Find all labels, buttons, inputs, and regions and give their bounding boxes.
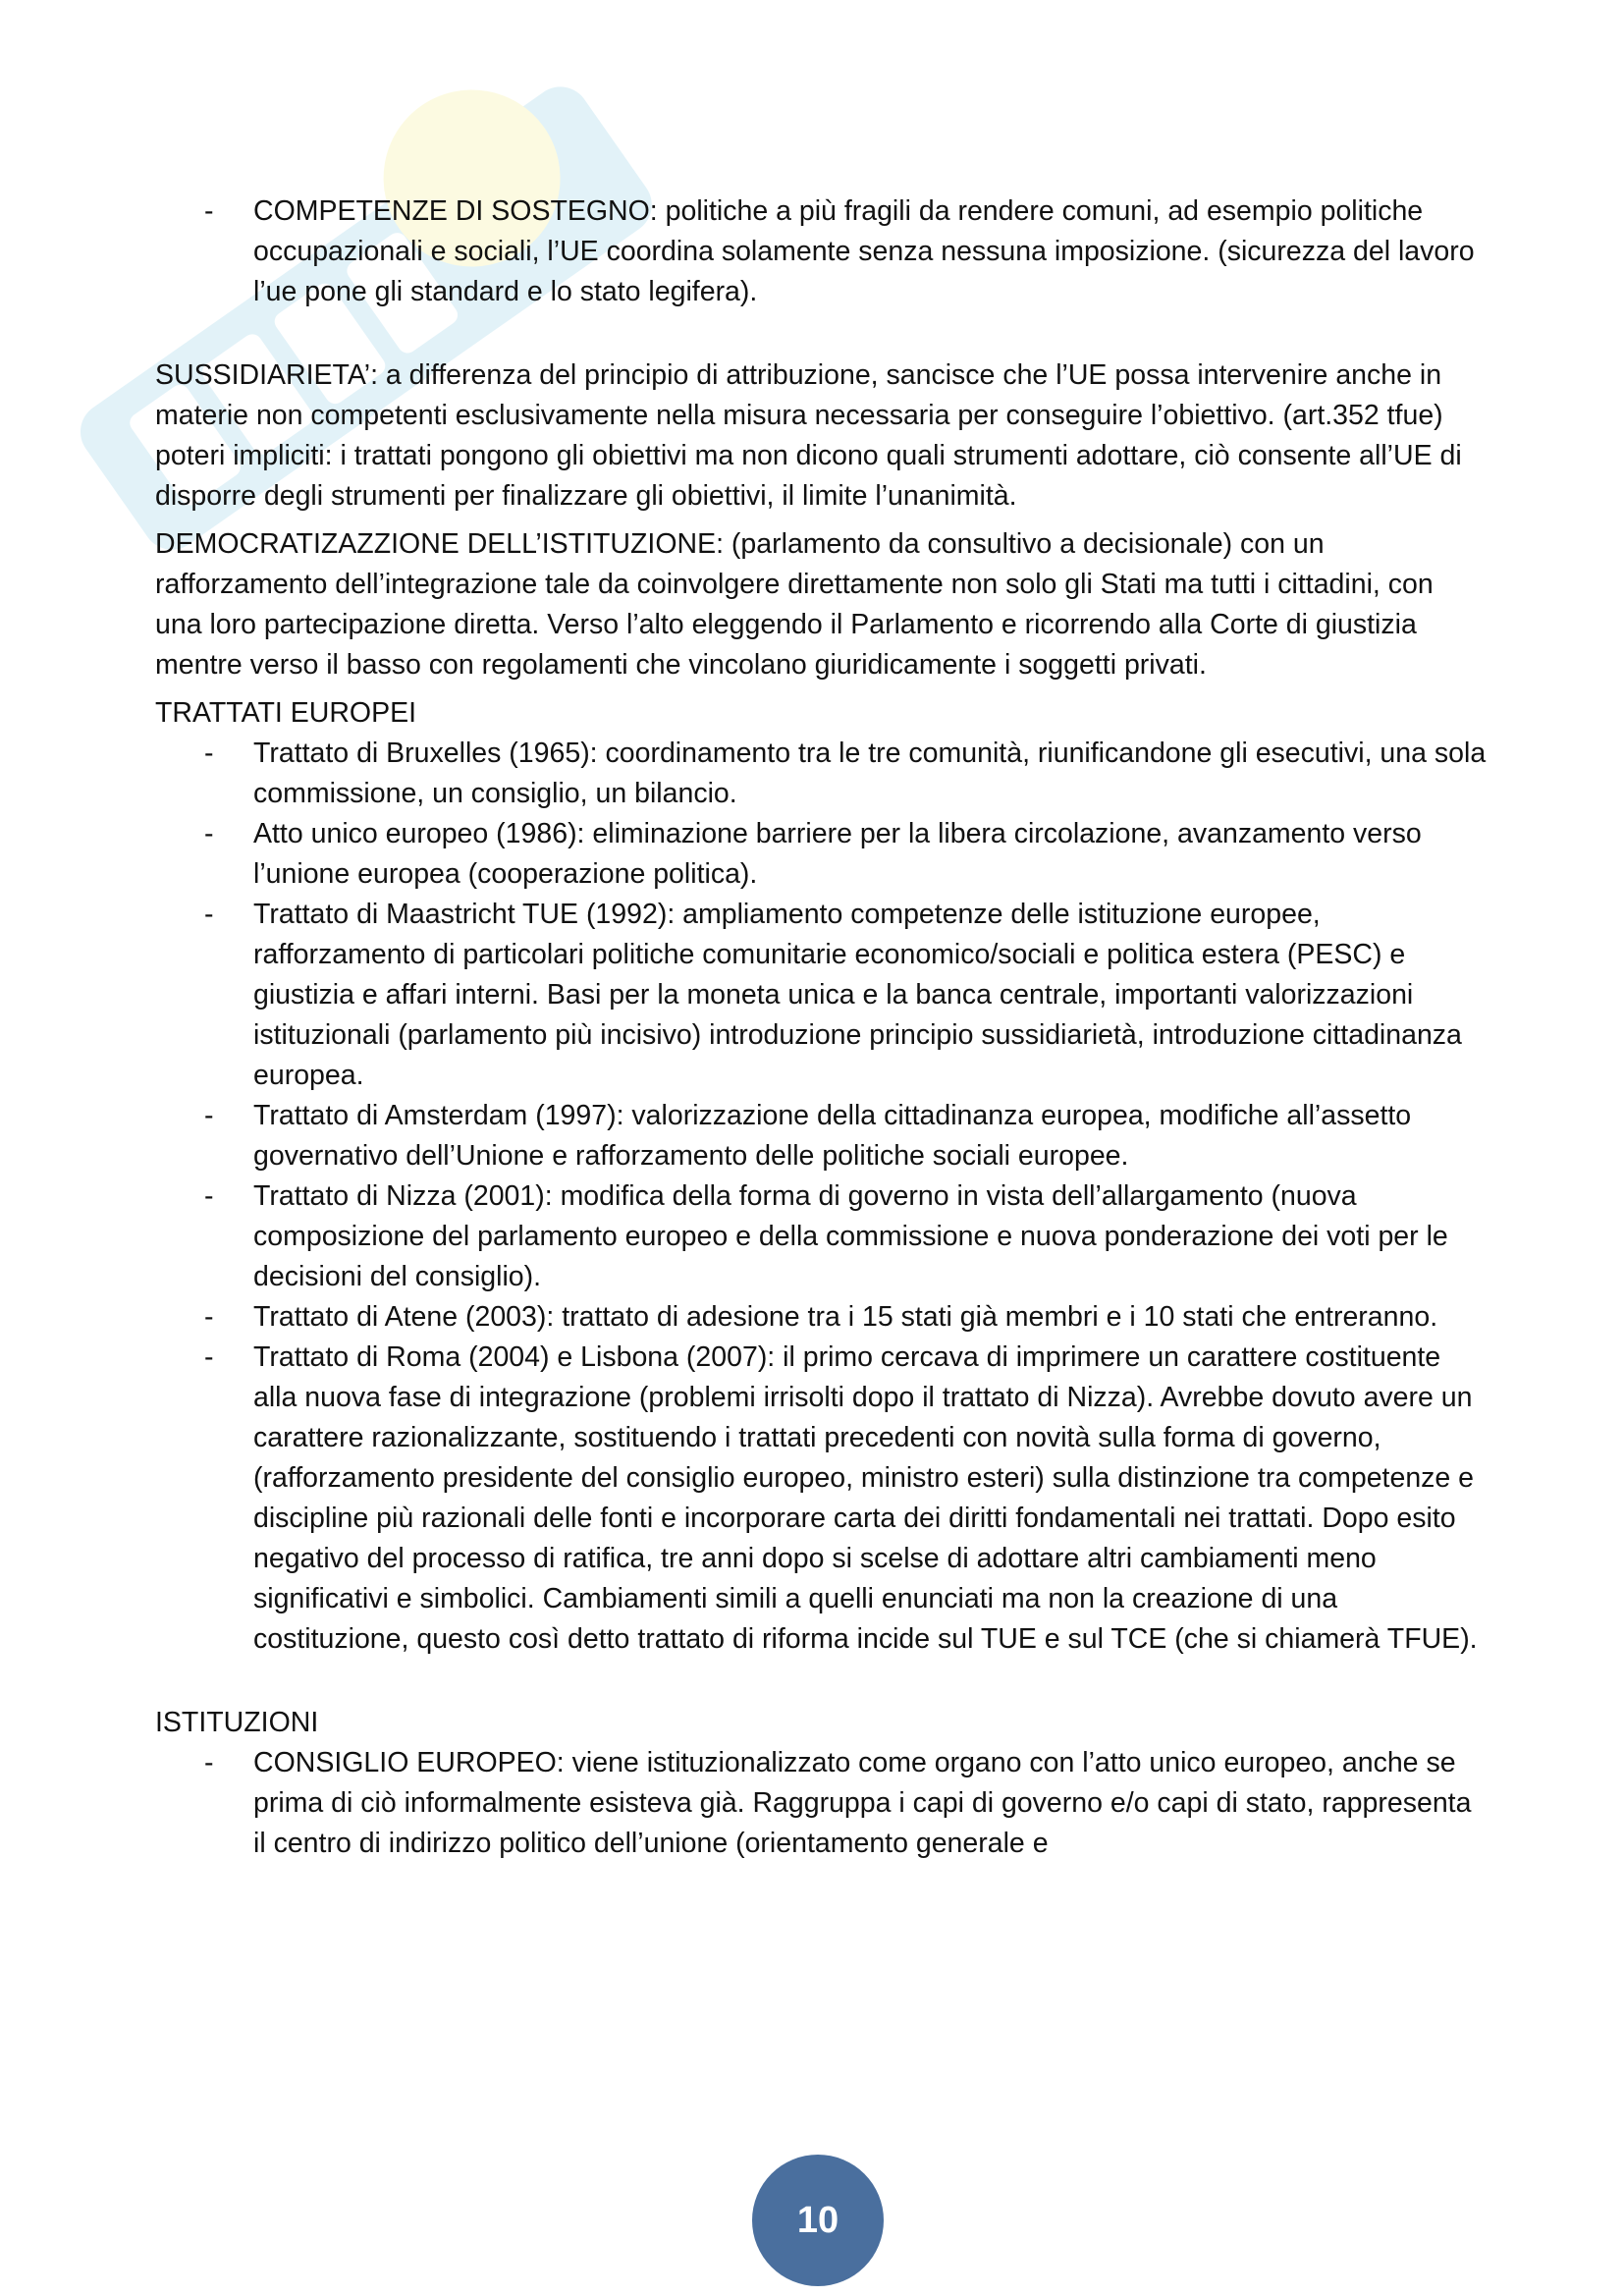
heading-trattati-europei: TRATTATI EUROPEI (155, 697, 417, 729)
document-body (155, 191, 1487, 1864)
list-item (155, 191, 1487, 312)
list-item (155, 1338, 1487, 1660)
trattato-roma-lisbona: Trattato di Roma (2004) e Lisbona (2007): il primo cercava di imprimere un carattere costituente alla nuova fase di integrazione (problemi irrisolti dopo il trattato di Nizza). Avrebbe dovuto avere un carattere razionalizzante, sostituendo i trattati precedenti con novità sulla forma di governo, (rafforzamento presidente del consiglio europeo, ministro esteri) sulla distinzione tra competenze e discipline più razionali delle fonti e incorporare carta dei diritti fondamentali nei trattati. Dopo esito negativo del processo di ratifica, tre anni dopo si scelse di adottare altri cambiamenti meno significativi e simbolici. Cambiamenti simili a quelli enunciati ma non la creazione di una costituzione, questo così detto trattato di riforma incide sul TUE e sul TCE (che si chiamerà TFUE). (253, 1341, 1478, 1655)
trattato-atene: Trattato di Atene (2003): trattato di adesione tra i 15 stati già membri e i 10 stati che entreranno. (253, 1301, 1438, 1333)
bullet-dash: - (204, 1341, 214, 1373)
trattato-maastricht: Trattato di Maastricht TUE (1992): ampliamento competenze delle istituzione europee, rafforzamento di particolari politiche comunitarie economico/sociali e politica estera (PESC) e giustizia e affari interni. Basi per la moneta unica e la banca centrale, importanti valorizzazioni istituzionali (parlamento più incisivo) introduzione principio sussidiarietà, introduzione cittadinanza europea. (253, 899, 1462, 1091)
trattato-bruxelles: Trattato di Bruxelles (1965): coordinamento tra le tre comunità, riunificandone gli esecutivi, una sola commissione, un consiglio, un bilancio. (253, 738, 1487, 809)
trattato-amsterdam: Trattato di Amsterdam (1997): valorizzazione della cittadinanza europea, modifiche all’assetto governativo dell’Unione e rafforzamento delle politiche sociali europee. (253, 1100, 1412, 1172)
list-item (155, 814, 1487, 895)
consiglio-europeo: CONSIGLIO EUROPEO: viene istituzionalizzato come organo con l’atto unico europeo, anche se prima di ciò informalmente esisteva già. Raggruppa i capi di governo e/o capi di stato, rappresenta il centro di indirizzo politico dell’unione (orientamento generale e (253, 1747, 1472, 1859)
bullet-dash: - (204, 818, 214, 849)
list-item (155, 895, 1487, 1096)
bullet-dash: - (204, 1100, 214, 1131)
trattato-nizza: Trattato di Nizza (2001): modifica della forma di governo in vista dell’allargamento (nuova composizione del parlamento europeo e della commissione e nuova ponderazione dei voti per le decisioni del consiglio). (253, 1180, 1448, 1292)
heading-istituzioni: ISTITUZIONI (155, 1707, 319, 1738)
democratizzazione-paragraph: DEMOCRATIZAZZIONE DELL’ISTITUZIONE: (parlamento da consultivo a decisionale) con un rafforzamento dell’integrazione tale da coinvolgere direttamente non solo gli Stati ma tutti i cittadini, con una loro partecipazione diretta. Verso l’alto eleggendo il Parlamento e ricorrendo alla Corte di giustizia mentre verso il basso con regolamenti che vincolano giuridicamente i soggetti privati. (155, 528, 1434, 681)
page-number-badge: 10 (752, 2155, 884, 2286)
atto-unico-europeo: Atto unico europeo (1986): eliminazione barriere per la libera circolazione, avanzamento verso l’unione europea (cooperazione politica). (253, 818, 1422, 890)
competenze-sostegno: COMPETENZE DI SOSTEGNO: politiche a più fragili da rendere comuni, ad esempio politiche occupazionali e sociali, l’UE coordina solamente senza nessuna imposizione. (sicurezza del lavoro l’ue pone gli standard e lo stato legifera). (253, 195, 1475, 307)
list-item (155, 1297, 1487, 1338)
bullet-dash: - (204, 738, 214, 769)
bullet-dash: - (204, 1301, 214, 1333)
list-item (155, 1743, 1487, 1864)
bullet-dash: - (204, 1180, 214, 1212)
list-item (155, 1096, 1487, 1176)
bullet-dash: - (204, 195, 214, 227)
bullet-dash: - (204, 899, 214, 930)
sussidiarieta-paragraph: SUSSIDIARIETA’: a differenza del principio di attribuzione, sancisce che l’UE possa intervenire anche in materie non competenti esclusivamente nella misura necessaria per conseguire l’obiettivo. (art.352 tfue) poteri impliciti: i trattati pongono gli obiettivi ma non dicono quali strumenti adottare, ciò consente all’UE di disporre degli strumenti per finalizzare gli obiettivi, il limite l’unanimità. (155, 359, 1462, 512)
list-item (155, 734, 1487, 814)
list-item (155, 1176, 1487, 1297)
bullet-dash: - (204, 1747, 214, 1778)
